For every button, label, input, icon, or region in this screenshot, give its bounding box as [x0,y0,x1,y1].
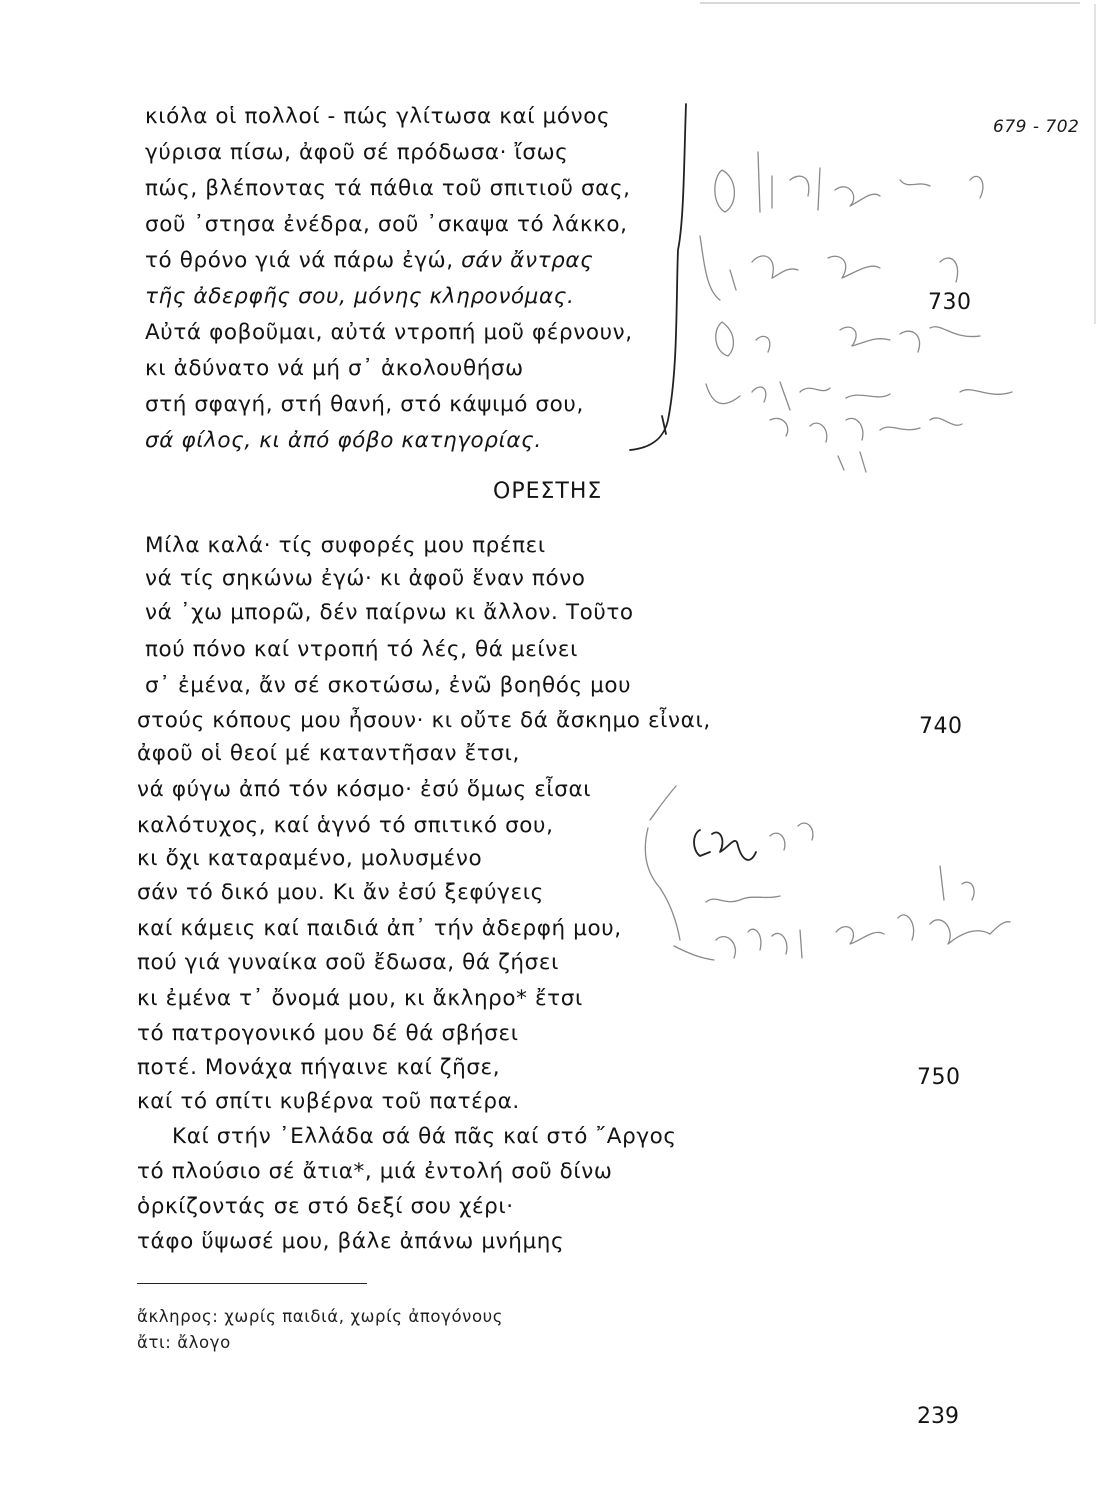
verse-line-italic: σάν ἄντρας [461,248,594,273]
pencil-scribble [790,168,820,210]
verse-line: γύρισα πίσω, ἀφοῦ σέ πρόδωσα· ἴσως [145,140,569,165]
verse-line: Μίλα καλά· τίς συφορές μου πρέπει [145,533,546,558]
verse-line: καλότυχος, καί ἁγνό τό σπιτικό σου, [137,813,554,838]
verse-line: Αὐτά φοβοῦμαι, αὐτά ντροπή μοῦ φέρνουν, [145,320,633,345]
verse-line: πώς, βλέποντας τά πάθια τοῦ σπιτιοῦ σας, [145,176,631,201]
verse-line: κιόλα οἱ πολλοί - πώς γλίτωσα καί μόνος [145,104,611,129]
speaker-name: ΟΡΕΣΤΗΣ [493,479,603,504]
page-number: 239 [917,1404,959,1429]
verse-line: σά φίλος, κι ἀπό φόβο κατηγορίας. [145,428,542,453]
footnote: ἄτι: ἄλογο [137,1333,231,1352]
pencil-scribble [960,390,1012,395]
pencil-scribble [828,256,880,278]
pencil-scribble [694,830,756,860]
verse-line: πού γιά γυναίκα σοῦ ἔδωσα, θά ζήσει [137,950,559,975]
line-number: 730 [928,290,972,315]
pencil-scribble [715,170,735,212]
margin-bracket [630,104,686,450]
margin-bracket [645,786,714,960]
verse-line: στή σφαγή, στή θανή, στό κάψιμό σου, [145,392,584,417]
verse-line: ποτέ. Μονάχα πήγαινε καί ζῆσε, [137,1055,501,1080]
pencil-scribble [970,176,983,198]
verse-line: ἀφοῦ οἱ θεοί μέ καταντῆσαν ἔτσι, [137,741,520,766]
pencil-scribble [700,236,736,300]
verse-line: σ᾿ ἐμένα, ἄν σέ σκοτώσω, ἐνῶ βοηθός μου [145,673,632,698]
line-range-label: 679 - 702 [993,117,1080,137]
verse-line: νά φύγω ἀπό τόν κόσμο· ἐσύ ὅμως εἶσαι [137,777,592,802]
pencil-scribble [706,382,890,410]
pencil-scribble [706,896,780,902]
line-number: 750 [917,1065,961,1090]
verse-line: στούς κόπους μου ἦσουν· κι οὔτε δά ἄσκημο εἶναι, [137,708,711,733]
verse-line: νά τίς σηκώνω ἐγώ· κι ἀφοῦ ἕναν πόνο [145,566,586,591]
verse-line: καί τό σπίτι κυβέρνα τοῦ πατέρα. [137,1089,520,1114]
verse-line: κι ἐμένα τ᾿ ὄνομά μου, κι ἄκληρο* ἔτσι [137,986,583,1011]
pencil-scribble [756,336,770,352]
pencil-scribble [716,322,734,356]
verse-line: τό πλούσιο σέ ἄτια*, μιά ἐντολή σοῦ δίνω [137,1159,613,1184]
verse-line: τό πατρογονικό μου δέ θά σβήσει [137,1021,519,1046]
line-number: 740 [919,714,963,739]
page-edge-shadow [1094,4,1096,324]
verse-line: κι ὄχι καταραμένο, μολυσμένο [137,846,483,871]
verse-line: τάφο ὕψωσέ μου, βάλε ἀπάνω μνήμης [137,1229,565,1254]
pencil-scribble [940,866,974,900]
verse-line: καί κάμεις καί παιδιά ἀπ᾿ τήν ἀδερφή μου, [137,916,622,941]
verse-line: σάν τό δικό μου. Κι ἄν ἐσύ ξεφύγεις [137,880,544,905]
verse-line [145,248,593,273]
pencil-scribble [835,180,930,206]
pencil-scribble [770,418,962,442]
pencil-scribble [758,152,772,212]
verse-line: ὁρκίζοντάς σε στό δεξί σου χέρι· [137,1194,514,1219]
verse-line: Καί στήν ᾿Ελλάδα σά θά πᾶς καί στό ῎Αργος [172,1124,677,1149]
page-edge-shadow [700,2,1080,4]
margin-mark [662,416,666,434]
verse-line-regular: τό θρόνο γιά νά πάρω ἐγώ, [145,248,454,273]
pencil-scribble [838,452,866,472]
verse-line: κι ἀδύνατο νά μή σ᾿ ἀκολουθήσω [145,356,524,381]
verse-line: σοῦ ᾿στησα ἐνέδρα, σοῦ ᾿σκαψα τό λάκκο, [145,212,628,237]
pencil-scribble [940,258,958,282]
pencil-scribble [836,915,1010,944]
pencil-scribble [716,929,802,958]
pencil-scribble [752,256,798,278]
pencil-scribble [840,327,980,352]
verse-line: πού πόνο καί ντροπή τό λές, θά μείνει [145,637,578,662]
pencil-scribble [770,823,813,850]
footnote: ἄκληρος: χωρίς παιδιά, χωρίς ἀπογόνους [137,1307,504,1326]
verse-line: τῆς ἀδερφῆς σου, μόνης κληρονόμας. [145,284,575,309]
footnote-rule [137,1283,367,1284]
verse-line: νά ᾿χω μπορῶ, δέν παίρνω κι ἄλλον. Τοῦτο [145,600,634,625]
